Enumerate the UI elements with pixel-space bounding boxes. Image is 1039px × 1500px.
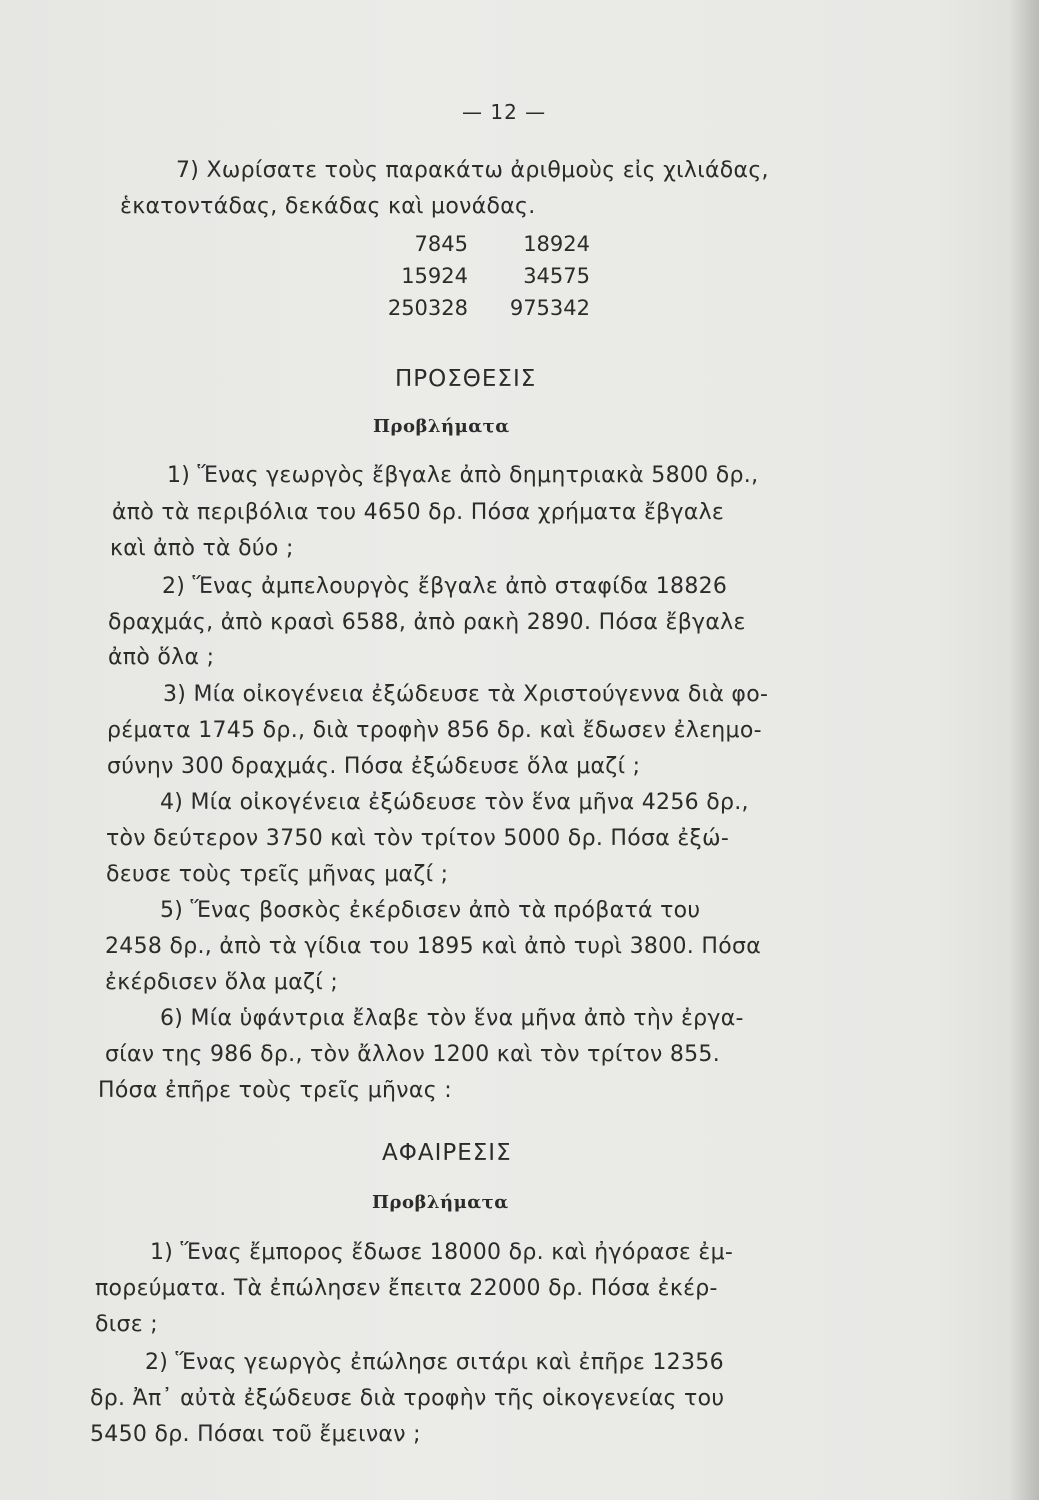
- subtraction-text-line: 2) Ἕνας γεωργὸς ἐπώλησε σιτάρι καὶ ἐπῆρε 12356: [145, 1350, 724, 1375]
- exercise7-line-2: ἑκατοντάδας, δεκάδας καὶ μονάδας.: [120, 194, 536, 219]
- subtraction-text-line: δισε ;: [95, 1312, 158, 1337]
- section-subheading-problems: Προβλήματα: [372, 1192, 509, 1213]
- addition-text-line: ἐκέρδισεν ὅλα μαζί ;: [105, 970, 339, 995]
- addition-text-line: δευσε τοὺς τρεῖς μῆνας μαζί ;: [106, 862, 449, 887]
- addition-text-line: 5) Ἕνας βοσκὸς ἐκέρδισεν ἀπὸ τὰ πρόβατά του: [160, 898, 701, 923]
- number-cell: 34575: [523, 264, 590, 288]
- addition-text-line: τὸν δεύτερον 3750 καὶ τὸν τρίτον 5000 δρ. Πόσα ἐξώ-: [106, 826, 730, 851]
- addition-text-line: ἀπὸ τὰ περιβόλια του 4650 δρ. Πόσα χρήματα ἔβγαλε: [112, 500, 725, 525]
- section-heading-addition: ΠΡΟΣΘΕΣΙΣ: [395, 366, 537, 392]
- addition-text-line: 2458 δρ., ἀπὸ τὰ γίδια του 1895 καὶ ἀπὸ τυρὶ 3800. Πόσα: [105, 934, 762, 959]
- number-cell: 975342: [509, 296, 590, 320]
- addition-text-line: 2) Ἕνας ἀμπελουργὸς ἔβγαλε ἀπὸ σταφίδα 18826: [162, 574, 728, 599]
- number-cell: 250328: [387, 296, 468, 320]
- subtraction-text-line: πορεύματα. Τὰ ἐπώλησεν ἔπειτα 22000 δρ. Πόσα ἐκέρ-: [95, 1276, 718, 1301]
- addition-text-line: 6) Μία ὑφάντρια ἔλαβε τὸν ἕνα μῆνα ἀπὸ τὴν ἐργα-: [160, 1006, 744, 1031]
- addition-text-line: καὶ ἀπὸ τὰ δύο ;: [110, 536, 294, 561]
- addition-text-line: 3) Μία οἰκογένεια ἐξώδευσε τὰ Χριστούγεννα διὰ φο-: [163, 682, 769, 707]
- addition-text-line: ρέματα 1745 δρ., διὰ τροφὴν 856 δρ. καὶ ἔδωσεν ἐλεημο-: [107, 718, 762, 743]
- page-number: — 12 —: [462, 100, 547, 124]
- addition-text-line: σύνην 300 δραχμάς. Πόσα ἐξώδευσε ὅλα μαζί ;: [107, 754, 641, 779]
- number-cell: 15924: [401, 264, 468, 288]
- addition-text-line: σίαν της 986 δρ., τὸν ἄλλον 1200 καὶ τὸν τρίτον 855.: [105, 1042, 721, 1067]
- section-subheading-problems: Προβλήματα: [373, 416, 510, 437]
- number-cell: 18924: [523, 232, 590, 256]
- addition-text-line: Πόσα ἐπῆρε τοὺς τρεῖς μῆνας :: [98, 1078, 452, 1103]
- number-cell: 7845: [414, 232, 468, 256]
- addition-text-line: ἀπὸ ὅλα ;: [108, 645, 215, 670]
- addition-text-line: 1) Ἕνας γεωργὸς ἔβγαλε ἀπὸ δημητριακὰ 5800 δρ.,: [167, 463, 759, 488]
- addition-text-line: 4) Μία οἰκογένεια ἐξώδευσε τὸν ἕνα μῆνα 4256 δρ.,: [160, 790, 749, 815]
- section-heading-subtraction: ΑΦΑΙΡΕΣΙΣ: [382, 1140, 512, 1166]
- subtraction-text-line: 1) Ἕνας ἔμπορος ἔδωσε 18000 δρ. καὶ ἠγόρασε ἐμ-: [150, 1240, 734, 1265]
- subtraction-text-line: 5450 δρ. Πόσαι τοῦ ἔμειναν ;: [90, 1422, 421, 1447]
- exercise7-line-1: 7) Χωρίσατε τοὺς παρακάτω ἀριθμοὺς εἰς χιλιάδας,: [176, 158, 769, 183]
- subtraction-text-line: δρ. Ἀπ᾽ αὐτὰ ἐξώδευσε διὰ τροφὴν τῆς οἰκογενείας του: [90, 1386, 725, 1411]
- addition-text-line: δραχμάς, ἀπὸ κρασὶ 6588, ἀπὸ ρακὴ 2890. Πόσα ἔβγαλε: [108, 610, 746, 635]
